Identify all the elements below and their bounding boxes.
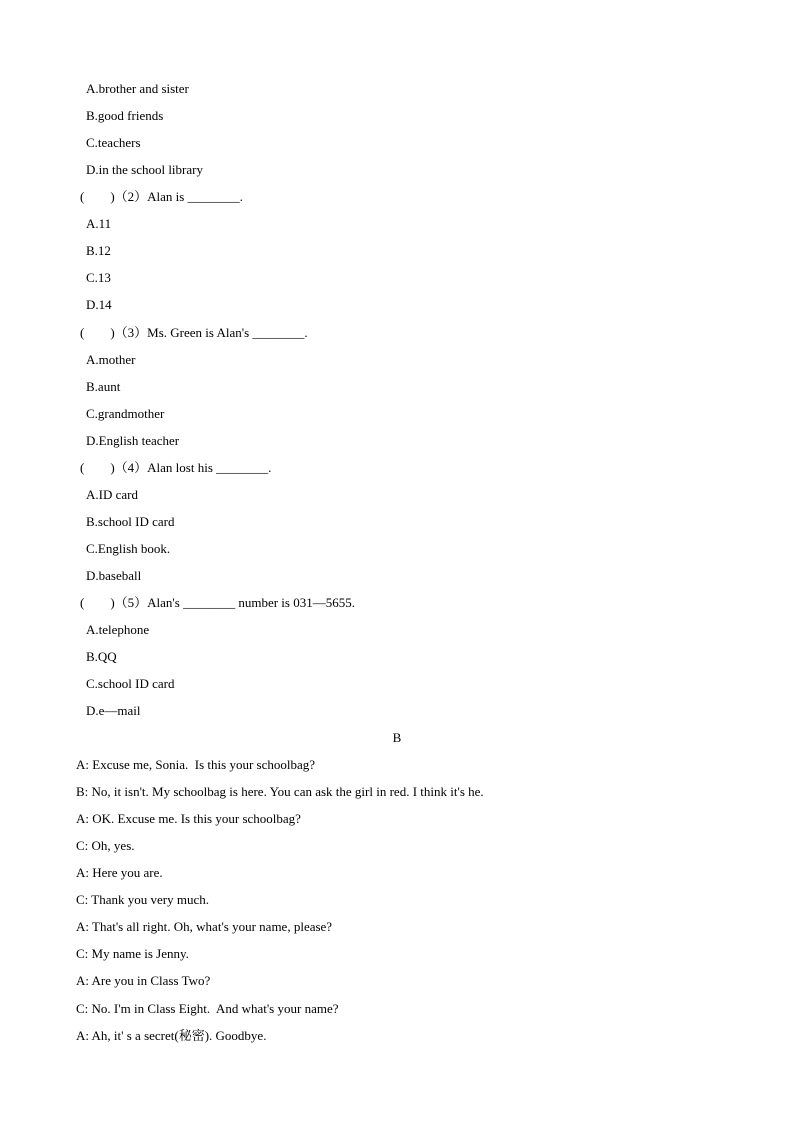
q3-option-c: C.grandmother	[86, 406, 165, 421]
dialogue-line: C: My name is Jenny.	[76, 946, 189, 961]
question-4: ( )（4）Alan lost his ________.	[80, 460, 272, 475]
q2-option-d: D.14	[86, 297, 112, 312]
q5-option-d: D.e—mail	[86, 703, 141, 718]
q5-option-c: C.school ID card	[86, 676, 175, 691]
q1-option-d: D.in the school library	[86, 162, 203, 177]
question-3: ( )（3）Ms. Green is Alan's ________.	[80, 325, 308, 340]
q1-option-c: C.teachers	[86, 135, 141, 150]
dialogue-line: C: Thank you very much.	[76, 892, 209, 907]
section-b-heading: B	[392, 730, 402, 745]
dialogue-line: A: That's all right. Oh, what's your name, please?	[76, 919, 333, 934]
q3-option-b: B.aunt	[86, 379, 121, 394]
dialogue-line: B: No, it isn't. My schoolbag is here. You can ask the girl in red. I think it's he.	[76, 784, 484, 799]
q2-option-b: B.12	[86, 243, 111, 258]
q1-option-a: A.brother and sister	[86, 81, 189, 96]
q3-option-a: A.mother	[86, 352, 136, 367]
dialogue-line: A: Here you are.	[76, 865, 163, 880]
dialogue-line: A: Excuse me, Sonia. Is this your schoolbag?	[76, 757, 316, 772]
q2-option-c: C.13	[86, 270, 111, 285]
dialogue-line: A: Are you in Class Two?	[76, 973, 211, 988]
q1-option-b: B.good friends	[86, 108, 164, 123]
q4-option-b: B.school ID card	[86, 514, 175, 529]
q4-option-a: A.ID card	[86, 487, 138, 502]
q5-option-b: B.QQ	[86, 649, 117, 664]
q2-option-a: A.11	[86, 216, 112, 231]
q4-option-c: C.English book.	[86, 541, 171, 556]
dialogue-line: C: No. I'm in Class Eight. And what's your name?	[76, 1001, 339, 1016]
question-5: ( )（5）Alan's ________ number is 031—5655.	[80, 595, 355, 610]
question-2: ( )（2）Alan is ________.	[80, 189, 243, 204]
q4-option-d: D.baseball	[86, 568, 142, 583]
dialogue-line: A: OK. Excuse me. Is this your schoolbag?	[76, 811, 301, 826]
q3-option-d: D.English teacher	[86, 433, 180, 448]
dialogue-line: A: Ah, it' s a secret(秘密). Goodbye.	[76, 1028, 267, 1043]
q5-option-a: A.telephone	[86, 622, 150, 637]
dialogue-line: C: Oh, yes.	[76, 838, 135, 853]
